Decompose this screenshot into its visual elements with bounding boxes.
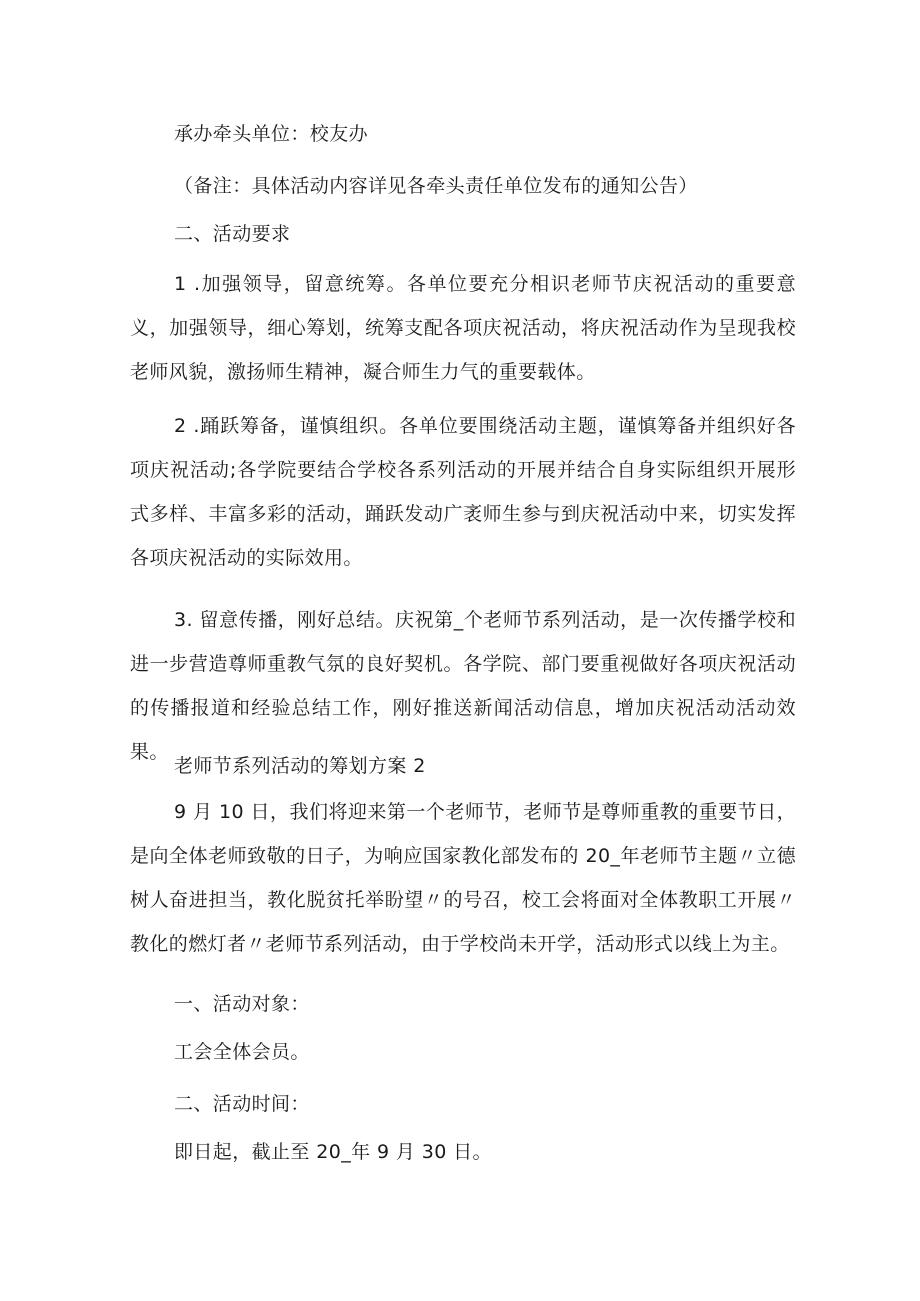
requirement-item-2: 2 .踊跃筹备，谨慎组织。各单位要围绕活动主题，谨慎筹备并组织好各项庆祝活动;各学院要结合学校各系列活动的开展并结合自身实际组织开展形式多样、丰富多彩的活动，踊跃发动广袤师生参与到庆祝活动中来，切实发挥各项庆祝活动的实际效用。 (130, 415, 796, 569)
requirement-item-3: 3. 留意传播，刚好总结。庆祝第_个老师节系列活动，是一次传播学校和进一步营造尊师重教气氛的良好契机。各学院、部门要重视做好各项庆祝活动的传播报道和经验总结工作，刚好推送新闻活动信息，增加庆祝活动活动效果。 (130, 609, 796, 763)
time-value: 即日起，截止至 20_年 9 月 30 日。 (174, 1141, 492, 1163)
host-unit-line: 承办牵头单位：校友办 (174, 123, 369, 145)
section-heading-target: 一、活动对象： (174, 993, 310, 1015)
target-value: 工会全体会员。 (174, 1041, 310, 1063)
requirement-item-1: 1 .加强领导，留意统筹。各单位要充分相识老师节庆祝活动的重要意义，加强领导，细心筹划，统筹支配各项庆祝活动，将庆祝活动作为呈现我校老师风貌，激扬师生精神，凝合师生力气的重要载体。 (130, 273, 796, 383)
plan-2-title: 老师节系列活动的筹划方案 2 (174, 755, 426, 777)
section-heading-time: 二、活动时间： (174, 1093, 310, 1115)
plan-2-intro: 9 月 10 日，我们将迎来第一个老师节，老师节是尊师重教的重要节日，是向全体老师致敬的日子，为响应国家教化部发布的 20_年老师节主题〃立德树人奋进担当，教化脱贫托举盼望〃的号召，校工会将面对全体教职工开展〃教化的燃灯者〃老师节系列活动，由于学校尚未开学，活动形式以线上为主。 (130, 801, 796, 955)
note-line: （备注：具体活动内容详见各牵头责任单位发布的通知公告） (174, 175, 698, 197)
section-heading-requirements: 二、活动要求 (174, 223, 291, 245)
